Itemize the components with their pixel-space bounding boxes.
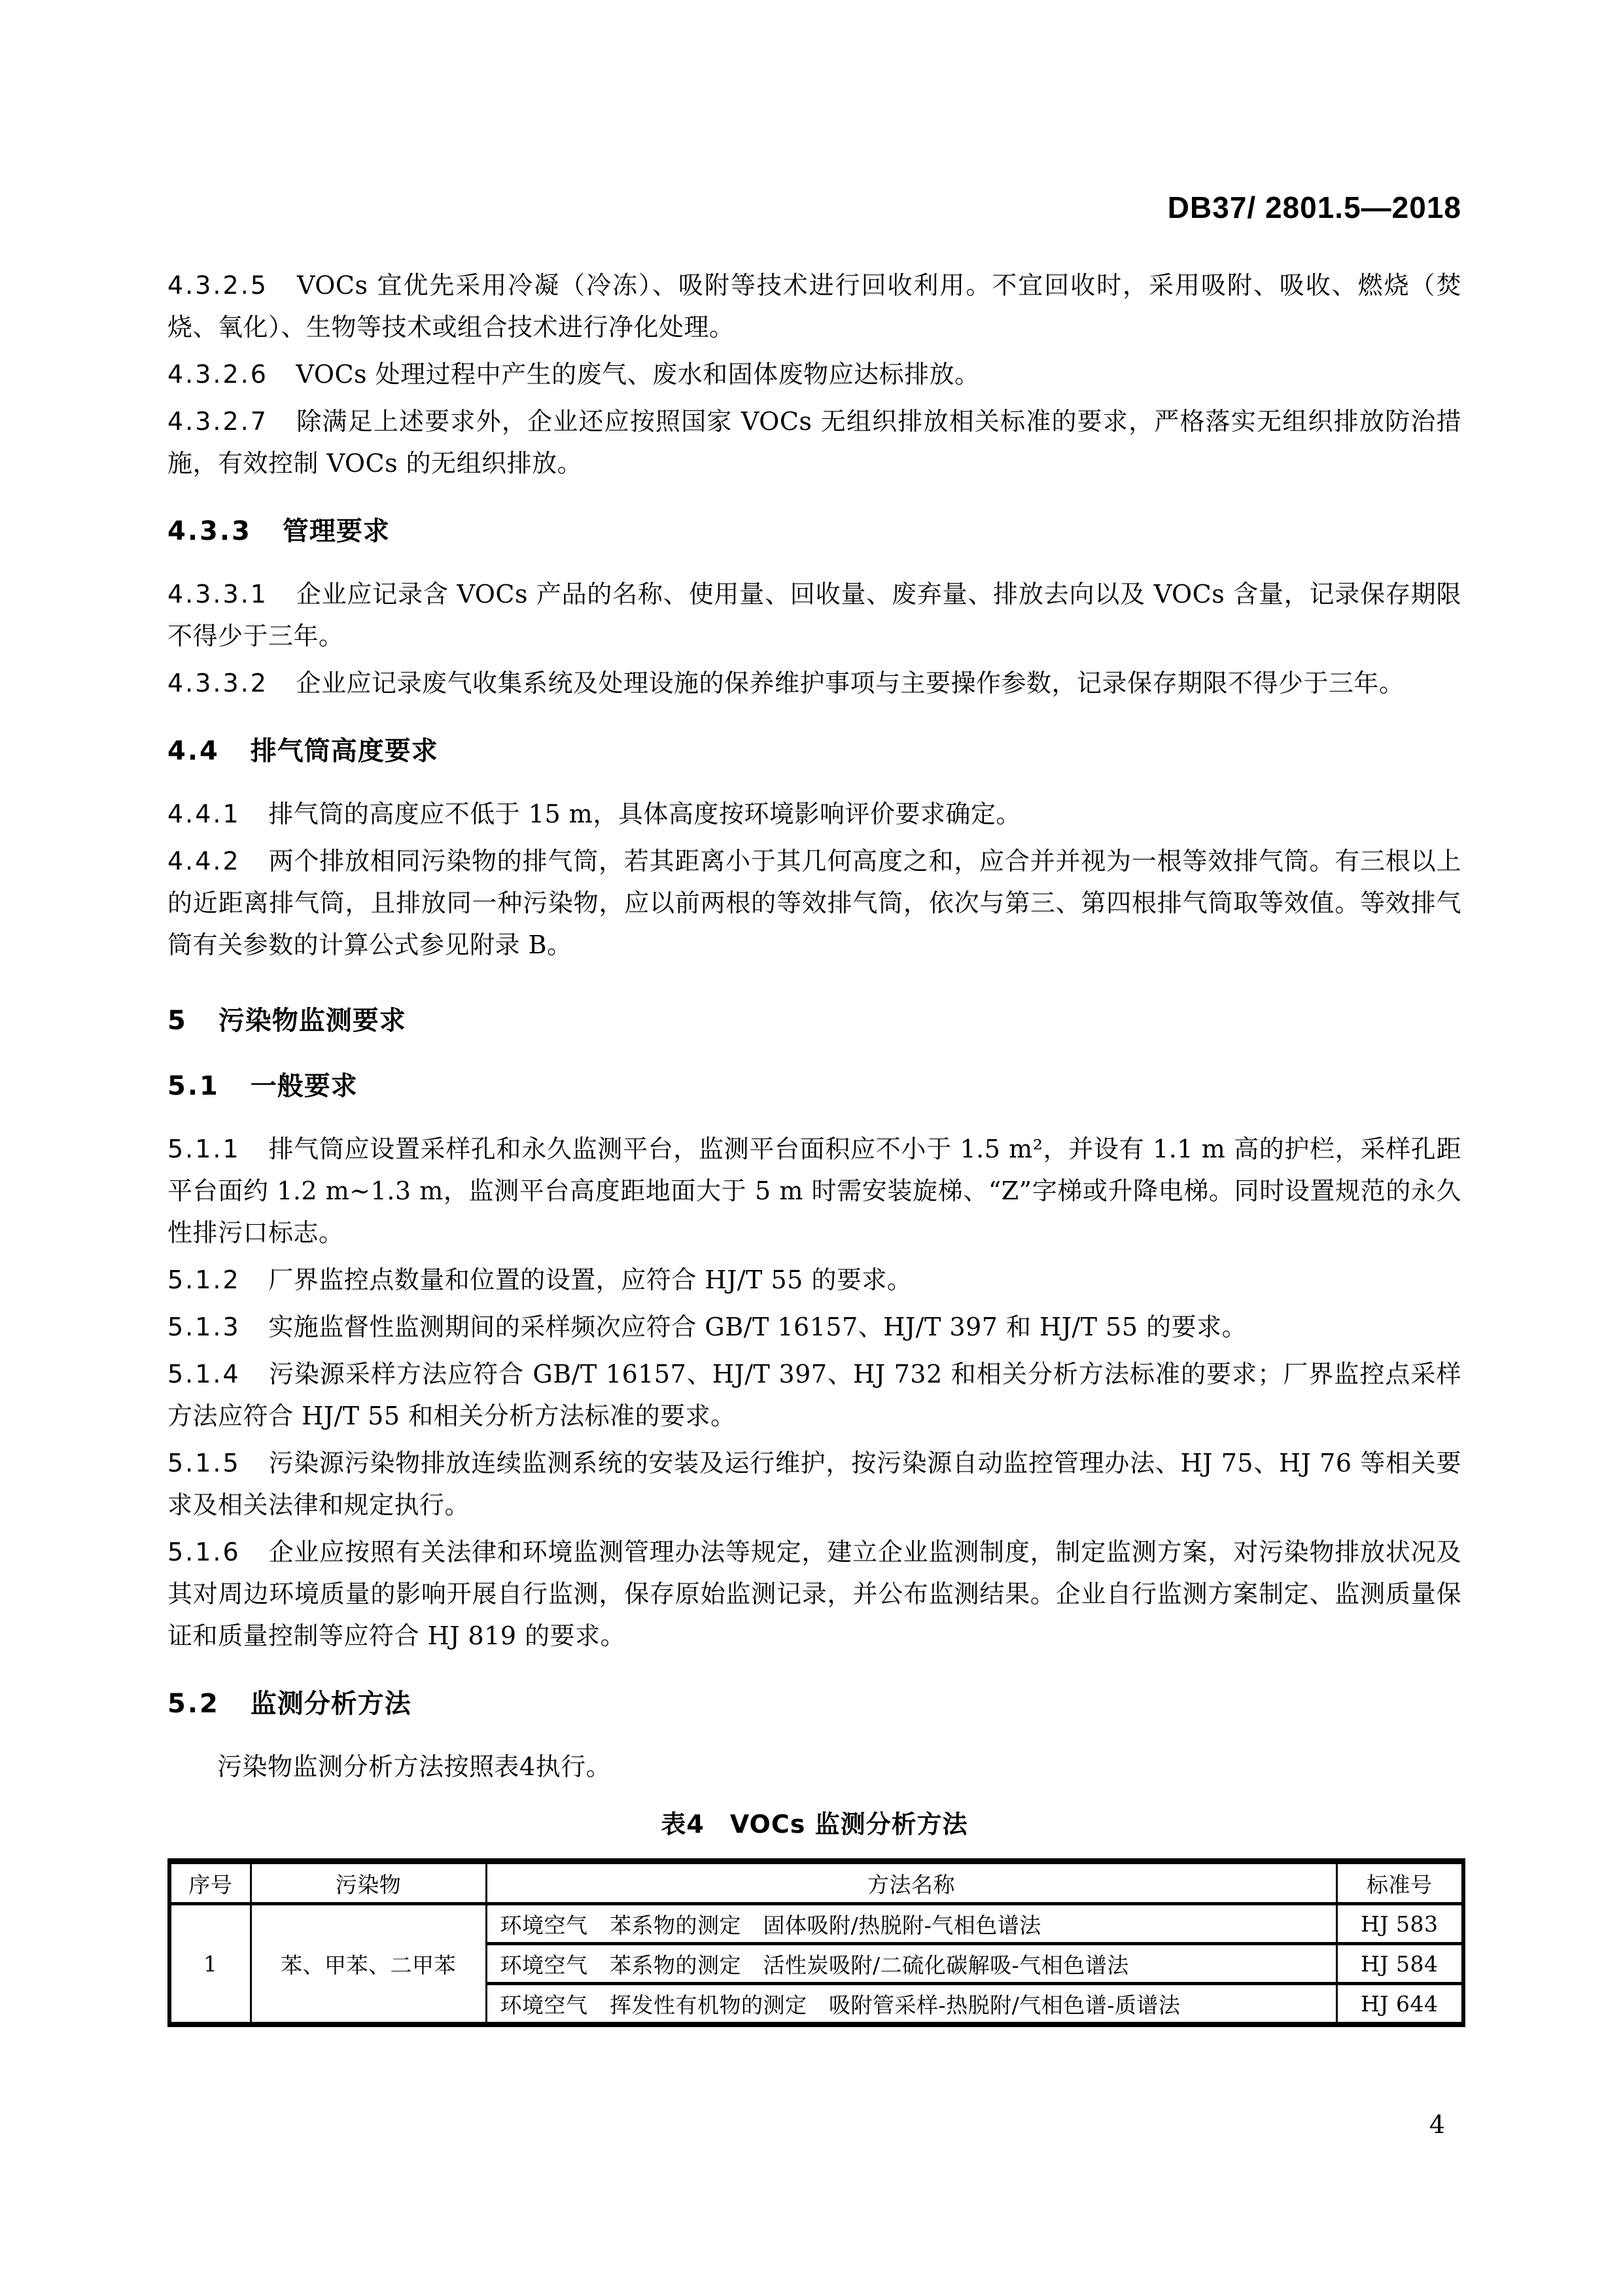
table-row: [169, 1904, 1463, 1944]
paragraph-text: 污染物监测分析方法按照表4执行。: [217, 1752, 612, 1781]
methods-table: [167, 1858, 1465, 2027]
methods-table-body: [169, 1904, 1463, 2025]
clause-number: 5.1.5: [167, 1449, 241, 1477]
heading-number: 4.3.3: [167, 516, 252, 546]
column-header-standard: 标准号: [1336, 1862, 1463, 1904]
clause-number: 4.4.2: [167, 847, 241, 875]
clause-number: 5.1.4: [167, 1360, 241, 1388]
clause-number: 5.1.3: [167, 1313, 241, 1341]
heading-number: 5: [167, 1006, 188, 1036]
column-header-seq: 序号: [169, 1862, 251, 1904]
methods-table-header: [169, 1862, 1463, 1904]
clause-number: 5.1.1: [167, 1135, 241, 1163]
standard-number: DB37/ 2801.5—2018: [1167, 190, 1461, 224]
heading-title: 污染物监测要求: [218, 1006, 406, 1036]
clause-text: VOCs 处理过程中产生的废气、废水和固体废物应达标排放。: [296, 360, 980, 389]
clause-number: 5.1.6: [167, 1538, 241, 1566]
clause-4-3-2-7: [167, 400, 1461, 484]
clause-5-1-4: [167, 1353, 1461, 1437]
table-caption-text: 表4 VOCs 监测分析方法: [661, 1810, 968, 1839]
heading-title: 一般要求: [250, 1071, 358, 1101]
clause-text: 污染源污染物排放连续监测系统的安装及运行维护，按污染源自动监控管理办法、HJ 75、HJ 76 等相关要求及相关法律和规定执行。: [167, 1449, 1461, 1519]
clause-4-3-3-2: [167, 662, 1461, 704]
clause-5-1-5: [167, 1442, 1461, 1526]
clause-5-1-2: [167, 1259, 1461, 1301]
heading-number: 5.2: [167, 1689, 220, 1719]
clause-text: 企业应按照有关法律和环境监测管理办法等规定，建立企业监测制度，制定监测方案，对污染物排放状况及其对周边环境质量的影响开展自行监测，保存原始监测记录，并公布监测结果。企业自行监测方案制定、监测质量保证和质量控制等应符合 HJ 819 的要求。: [167, 1538, 1461, 1650]
cell-method-name: 环境空气 苯系物的测定 固体吸附/热脱附-气相色谱法: [486, 1904, 1336, 1944]
clause-number: 4.3.3.1: [167, 580, 268, 609]
clause-number: 4.3.2.7: [167, 407, 268, 436]
clause-4-4-1: [167, 793, 1461, 835]
paragraph-5-2-intro: [167, 1746, 1461, 1788]
clause-text: 排气筒的高度应不低于 15 m，具体高度按环境影响评价要求确定。: [268, 800, 1021, 828]
clause-text: 两个排放相同污染物的排气筒，若其距离小于其几何高度之和，应合并并视为一根等效排气筒。有三根以上的近距离排气筒，且排放同一种污染物，应以前两根的等效排气筒，依次与第三、第四根排气筒取等效值。等效排气筒有关参数的计算公式参见附录 B。: [167, 847, 1461, 959]
clause-5-1-6: [167, 1531, 1461, 1657]
heading-title: 监测分析方法: [250, 1689, 411, 1719]
clause-5-1-1: [167, 1128, 1461, 1254]
clause-4-3-2-5: [167, 264, 1461, 348]
clause-number: 5.1.2: [167, 1265, 241, 1294]
clause-text: 企业应记录含 VOCs 产品的名称、使用量、回收量、废弃量、排放去向以及 VOCs 含量，记录保存期限不得少于三年。: [167, 580, 1461, 650]
clause-text: 除满足上述要求外，企业还应按照国家 VOCs 无组织排放相关标准的要求，严格落实无组织排放防治措施，有效控制 VOCs 的无组织排放。: [167, 407, 1461, 478]
clause-text: 污染源采样方法应符合 GB/T 16157、HJ/T 397、HJ 732 和相关分析方法标准的要求；厂界监控点采样方法应符合 HJ/T 55 和相关分析方法标准的要求。: [167, 1360, 1461, 1430]
section-heading-4-4: [167, 733, 1461, 769]
table-header-row: [169, 1862, 1463, 1904]
heading-number: 5.1: [167, 1071, 220, 1101]
clause-number: 4.4.1: [167, 800, 241, 828]
cell-seq: 1: [169, 1904, 251, 2025]
section-heading-5-1: [167, 1068, 1461, 1104]
cell-standard-no: HJ 583: [1336, 1904, 1463, 1944]
document-header: [167, 191, 1461, 224]
cell-standard-no: HJ 644: [1336, 1984, 1463, 2025]
clause-4-3-2-6: [167, 353, 1461, 395]
clause-text: VOCs 宜优先采用冷凝（冷冻）、吸附等技术进行回收利用。不宜回收时，采用吸附、吸收、燃烧（焚烧、氧化）、生物等技术或组合技术进行净化处理。: [167, 271, 1461, 342]
cell-pollutant: 苯、甲苯、二甲苯: [251, 1904, 486, 2025]
document-body: [167, 264, 1461, 2027]
clause-text: 企业应记录废气收集系统及处理设施的保养维护事项与主要操作参数，记录保存期限不得少于三年。: [296, 669, 1405, 698]
heading-title: 管理要求: [282, 516, 390, 546]
clause-text: 实施监督性监测期间的采样频次应符合 GB/T 16157、HJ/T 397 和 HJ/T 55 的要求。: [268, 1313, 1248, 1341]
cell-standard-no: HJ 584: [1336, 1944, 1463, 1984]
clause-text: 排气筒应设置采样孔和永久监测平台，监测平台面积应不小于 1.5 m²，并设有 1.1 m 高的护栏，采样孔距平台面约 1.2 m~1.3 m，监测平台高度距地面大于 5 m 时需安装旋梯、“Z”字梯或升降电梯。同时设置规范的永久性排污口标志。: [167, 1135, 1461, 1247]
heading-number: 4.4: [167, 736, 220, 766]
page-number: 4: [1429, 2110, 1445, 2139]
clause-4-4-2: [167, 840, 1461, 966]
heading-title: 排气筒高度要求: [250, 736, 438, 766]
clause-4-3-3-1: [167, 573, 1461, 657]
clause-number: 4.3.2.6: [167, 360, 268, 389]
clause-text: 厂界监控点数量和位置的设置，应符合 HJ/T 55 的要求。: [268, 1265, 913, 1294]
clause-number: 4.3.3.2: [167, 669, 268, 698]
table-caption: [167, 1807, 1461, 1841]
column-header-pollutant: 污染物: [251, 1862, 486, 1904]
chapter-heading-5: [167, 1002, 1461, 1039]
column-header-method: 方法名称: [486, 1862, 1336, 1904]
section-heading-5-2: [167, 1686, 1461, 1722]
cell-method-name: 环境空气 挥发性有机物的测定 吸附管采样-热脱附/气相色谱-质谱法: [486, 1984, 1336, 2025]
section-heading-4-3-3: [167, 513, 1461, 550]
clause-5-1-3: [167, 1306, 1461, 1348]
clause-number: 4.3.2.5: [167, 271, 268, 300]
cell-method-name: 环境空气 苯系物的测定 活性炭吸附/二硫化碳解吸-气相色谱法: [486, 1944, 1336, 1984]
